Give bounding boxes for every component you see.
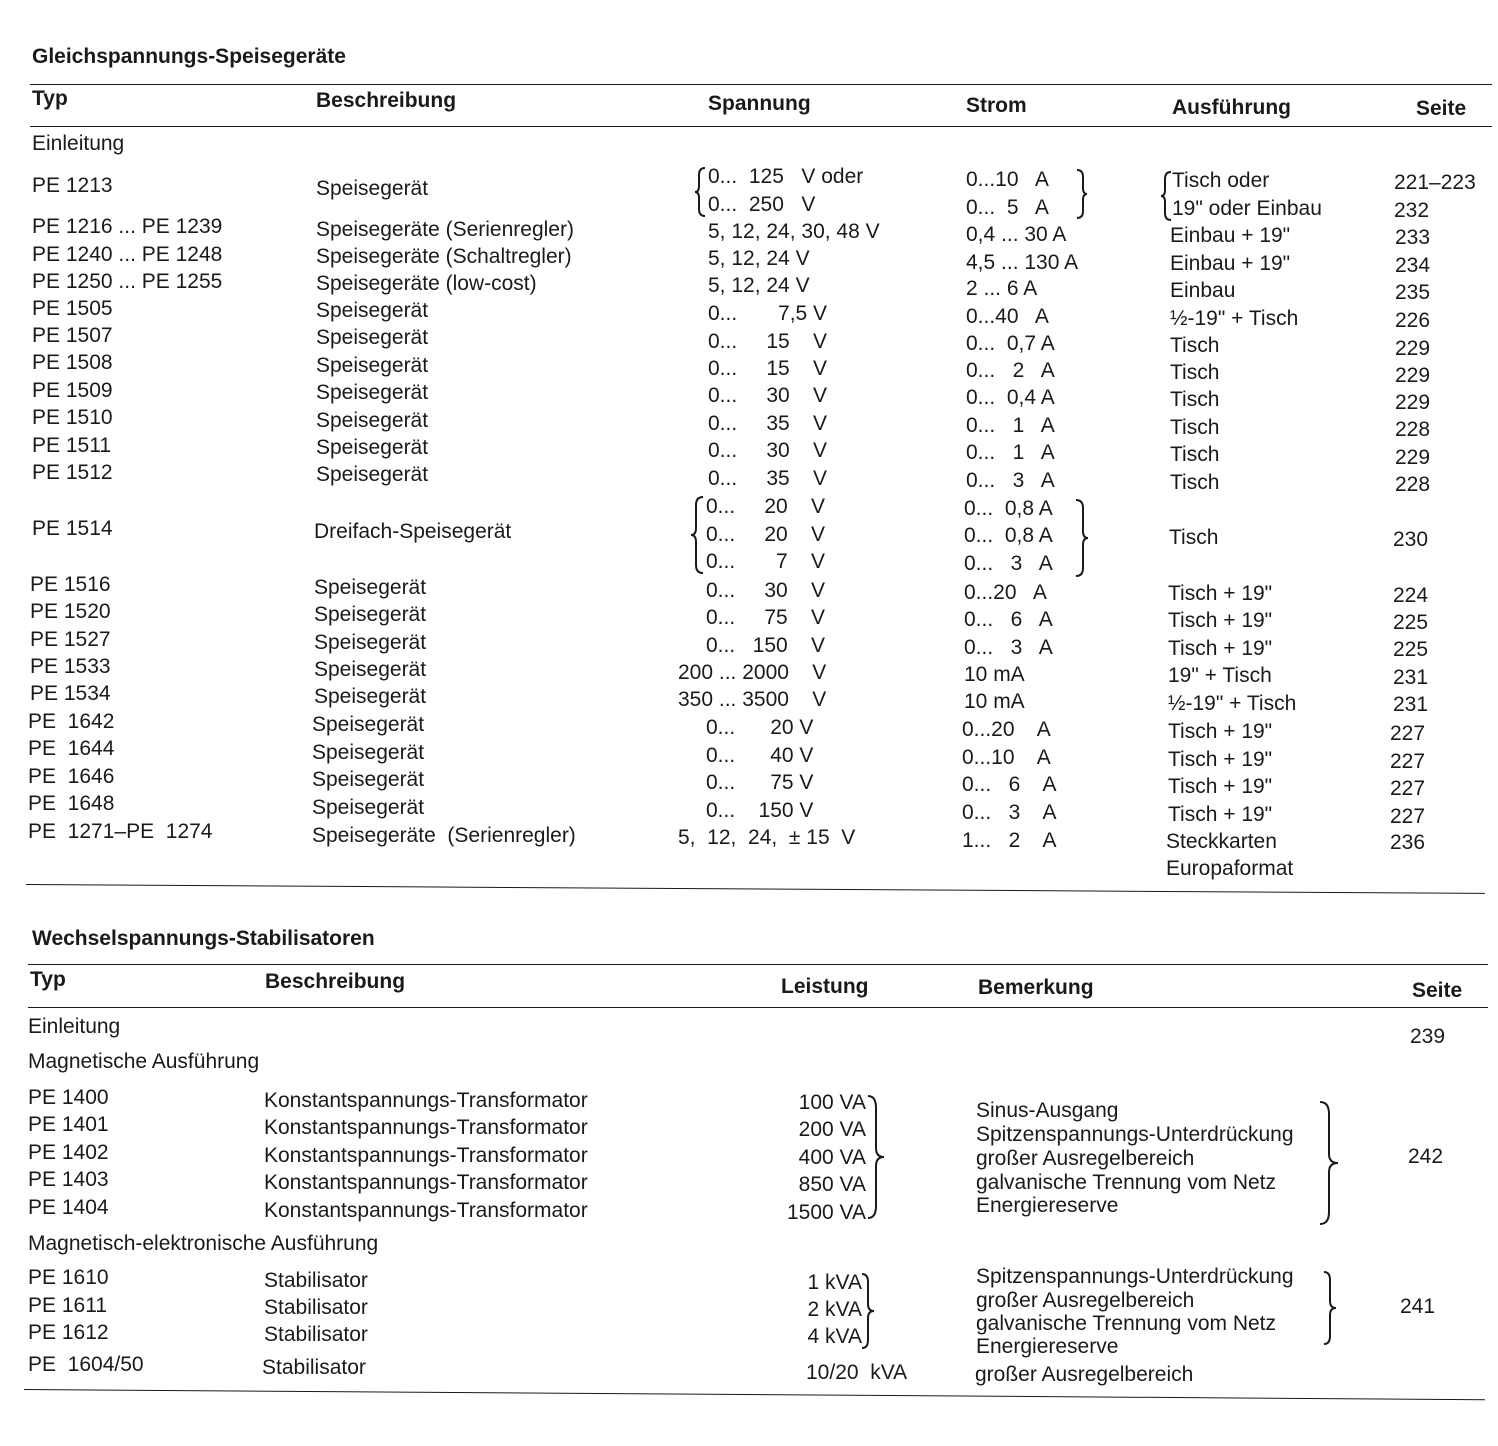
table-cell-ausfuehrung: Tisch [1170,334,1220,357]
brace-left-icon [693,166,707,218]
header-bemerkung: Bemerkung [978,976,1094,999]
table-cell-beschreibung: Speisegeräte (low-cost) [316,272,537,295]
table-cell-beschreibung: Konstantspannungs-Transformator [264,1199,588,1222]
group1-bemerkung-3: großer Ausregelbereich [976,1147,1195,1170]
header-typ: Typ [30,968,66,991]
table-cell-strom: 0... 3 A [962,801,1057,824]
brace-left-icon [1159,170,1173,222]
table-cell-typ: PE 1404 [28,1196,109,1219]
table-cell-spannung: 0... 15 V [708,357,828,380]
table-cell-ausfuehrung: Tisch [1170,361,1220,384]
table-cell-beschreibung: Konstantspannungs-Transformator [264,1171,588,1194]
header-spannung: Spannung [708,92,811,115]
table-cell-leistung: 4 kVA [807,1325,862,1348]
group1-label: Magnetische Ausführung [28,1050,260,1073]
table-cell-ausfuehrung: Einbau + 19" [1170,224,1291,247]
table-cell-typ: PE 1401 [28,1113,109,1136]
table-cell-seite: 231 [1393,666,1429,689]
table-cell-beschreibung: Speisegerät [312,741,425,764]
table-cell-typ: PE 1400 [28,1086,109,1109]
pe1514-spannung-1: 0... 20 V [706,495,826,518]
last-typ: PE 1604/50 [28,1353,144,1376]
pe1213-typ: PE 1213 [32,174,113,197]
table-cell-spannung: 0... 75 V [706,771,814,794]
section2-bottom-rule [24,1389,1485,1400]
header-beschreibung: Beschreibung [265,970,406,993]
section1-intro: Einleitung [32,132,125,155]
group1-bemerkung-2: Spitzenspannungs-Unterdrückung [976,1123,1294,1146]
pe1514-seite: 230 [1393,528,1429,551]
table-cell-typ: PE 1403 [28,1168,109,1191]
table-cell-seite: 227 [1390,805,1426,828]
table-cell-seite: 231 [1393,693,1429,716]
header-typ: Typ [32,87,68,110]
pe1514-strom-1: 0... 0,8 A [964,497,1053,520]
table-cell-beschreibung: Konstantspannungs-Transformator [264,1144,588,1167]
table-cell-spannung: 0... 150 V [706,634,826,657]
table-cell-spannung: 0... 30 V [706,579,826,602]
table-cell-leistung: 200 VA [798,1118,866,1141]
header-strom: Strom [966,94,1027,117]
table-cell-typ: PE 1510 [32,406,113,429]
pe1514-spannung-3: 0... 7 V [706,550,826,573]
table-cell-strom: 0... 6 A [962,773,1057,796]
table-cell-typ: PE 1402 [28,1141,109,1164]
pe1514-beschreibung: Dreifach-Speisegerät [314,520,512,543]
table-cell-spannung: 350 ... 3500 V [678,688,827,711]
pe1213-strom-2: 0... 5 A [966,196,1049,219]
table-cell-typ: PE 1507 [32,324,113,347]
table-cell-ausfuehrung: Tisch [1170,443,1220,466]
table-cell-typ: PE 1216 ... PE 1239 [32,215,223,238]
table-cell-strom: 0... 3 A [966,469,1055,492]
table-cell-typ: PE 1527 [30,628,111,651]
table-cell-spannung: 0... 30 V [708,439,828,462]
table-cell-typ: PE 1250 ... PE 1255 [32,270,223,293]
header-seite: Seite [1416,97,1467,120]
table-cell-spannung: 5, 12, 24 V [708,247,810,270]
brace-right-icon [1318,1100,1342,1226]
table-cell-typ: PE 1240 ... PE 1248 [32,243,223,266]
pe1271-ausfuehrung-1: Steckkarten [1166,830,1277,853]
group2-bemerkung-2: großer Ausregelbereich [976,1289,1195,1312]
table-cell-typ: PE 1610 [28,1266,109,1289]
pe1271-strom: 1... 2 A [962,829,1057,852]
table-cell-ausfuehrung: Tisch [1170,388,1220,411]
table-cell-typ: PE 1511 [32,434,112,457]
pe1271-ausfuehrung-2: Europaformat [1166,857,1294,880]
table-cell-beschreibung: Speisegerät [316,354,429,377]
table-cell-strom: 0,4 ... 30 A [966,223,1067,246]
table-cell-beschreibung: Konstantspannungs-Transformator [264,1089,588,1112]
table-cell-strom: 2 ... 6 A [966,277,1038,300]
section1-title: Gleichspannungs-Speisegeräte [32,45,346,68]
group1-bemerkung-5: Energiereserve [976,1194,1119,1217]
table-cell-beschreibung: Speisegerät [316,409,429,432]
table-cell-strom: 0... 0,4 A [966,386,1055,409]
table-cell-spannung: 0... 150 V [706,799,814,822]
table-cell-spannung: 0... 35 V [708,412,828,435]
table-cell-beschreibung: Stabilisator [264,1269,368,1292]
table-cell-beschreibung: Speisegerät [316,436,429,459]
pe1271-typ: PE 1271–PE 1274 [28,820,213,843]
table-cell-beschreibung: Speisegerät [314,658,427,681]
table-cell-beschreibung: Speisegerät [316,299,429,322]
table-cell-beschreibung: Speisegerät [314,603,427,626]
group2-bemerkung-3: galvanische Trennung vom Netz [976,1312,1276,1335]
table-cell-seite: 233 [1395,226,1431,249]
table-cell-seite: 227 [1390,722,1426,745]
table-cell-typ: PE 1508 [32,351,113,374]
brace-left-icon [689,495,705,575]
table-cell-seite: 225 [1393,638,1429,661]
pe1213-spannung-2: 0... 250 V [708,193,816,216]
pe1213-beschreibung: Speisegerät [316,177,429,200]
table-cell-leistung: 400 VA [798,1146,866,1169]
table-cell-seite: 229 [1395,391,1431,414]
table-cell-leistung: 1 kVA [807,1271,862,1294]
table-cell-spannung: 0... 35 V [708,467,828,490]
table-cell-spannung: 5, 12, 24 V [708,274,810,297]
table-cell-ausfuehrung: ½-19" + Tisch [1168,692,1297,715]
section1-header-rule [30,126,1492,127]
table-cell-leistung: 850 VA [798,1173,866,1196]
group2-bemerkung-4: Energiereserve [976,1335,1119,1358]
table-cell-strom: 10 mA [964,663,1025,686]
pe1514-strom-2: 0... 0,8 A [964,524,1053,547]
table-cell-strom: 0... 1 A [966,441,1055,464]
table-cell-strom: 0... 6 A [964,608,1053,631]
table-cell-beschreibung: Speisegerät [314,576,427,599]
table-cell-ausfuehrung: Tisch + 19" [1168,720,1273,743]
group2-seite: 241 [1400,1295,1436,1318]
pe1271-spannung: 5, 12, 24, ± 15 V [678,826,856,849]
table-cell-spannung: 0... 75 V [706,606,826,629]
group2-label: Magnetisch-elektronische Ausführung [28,1232,379,1255]
table-cell-typ: PE 1642 [28,710,115,733]
table-cell-beschreibung: Speisegerät [312,796,425,819]
table-cell-beschreibung: Stabilisator [264,1323,368,1346]
table-cell-beschreibung: Speisegerät [316,326,429,349]
table-cell-ausfuehrung: Tisch + 19" [1168,748,1273,771]
pe1514-spannung-2: 0... 20 V [706,523,826,546]
pe1514-strom-3: 0... 3 A [964,552,1053,575]
table-cell-beschreibung: Speisegeräte (Serienregler) [316,218,574,241]
table-cell-ausfuehrung: Tisch + 19" [1168,775,1273,798]
pe1514-ausfuehrung: Tisch [1169,526,1219,549]
section2-intro-seite: 239 [1410,1025,1446,1048]
table-cell-seite: 224 [1393,584,1429,607]
header-ausfuehrung: Ausführung [1172,96,1291,119]
table-cell-seite: 226 [1395,309,1431,332]
table-cell-strom: 0... 1 A [966,414,1055,437]
table-cell-leistung: 2 kVA [807,1298,862,1321]
last-beschreibung: Stabilisator [262,1356,366,1379]
pe1213-spannung-1: 0... 125 V oder [708,165,864,188]
table-cell-strom: 0...20 A [962,718,1051,741]
brace-right-icon [1075,168,1089,220]
table-cell-leistung: 1500 VA [786,1201,866,1224]
last-leistung: 10/20 kVA [806,1361,908,1384]
table-cell-typ: PE 1644 [28,737,115,760]
table-cell-typ: PE 1509 [32,379,113,402]
table-cell-typ: PE 1505 [32,297,113,320]
table-cell-spannung: 0... 7,5 V [708,302,828,325]
table-cell-seite: 225 [1393,611,1429,634]
table-cell-spannung: 0... 30 V [708,384,828,407]
table-cell-strom: 0...20 A [964,581,1047,604]
table-cell-beschreibung: Speisegerät [314,631,427,654]
table-cell-beschreibung: Speisegeräte (Schaltregler) [316,245,572,268]
section2-title: Wechselspannungs-Stabilisatoren [32,927,375,950]
table-cell-ausfuehrung: Tisch [1170,416,1220,439]
table-cell-spannung: 0... 40 V [706,744,814,767]
table-cell-spannung: 0... 20 V [706,716,814,739]
table-cell-typ: PE 1512 [32,461,113,484]
header-seite: Seite [1412,979,1463,1002]
pe1213-seite-2: 232 [1394,199,1430,222]
table-cell-seite: 229 [1395,446,1431,469]
table-cell-seite: 234 [1395,254,1431,277]
table-cell-ausfuehrung: ½-19" + Tisch [1170,307,1299,330]
table-cell-strom: 0... 0,7 A [966,332,1055,355]
table-cell-strom: 10 mA [964,690,1025,713]
section1-top-rule [30,84,1492,85]
table-cell-ausfuehrung: Tisch [1170,471,1220,494]
table-cell-beschreibung: Stabilisator [264,1296,368,1319]
table-cell-typ: PE 1533 [30,655,111,678]
table-cell-beschreibung: Speisegerät [316,463,429,486]
brace-right-icon [1074,498,1090,578]
table-cell-ausfuehrung: Tisch + 19" [1168,609,1273,632]
section2-intro: Einleitung [28,1015,121,1038]
brace-right-icon [1322,1270,1340,1346]
pe1514-typ: PE 1514 [32,517,113,540]
header-beschreibung: Beschreibung [316,89,457,112]
table-cell-typ: PE 1646 [28,765,115,788]
table-cell-seite: 228 [1395,473,1431,496]
table-cell-ausfuehrung: 19" + Tisch [1168,664,1272,687]
section2-top-rule [28,964,1488,965]
table-cell-strom: 0...40 A [966,305,1049,328]
table-cell-strom: 4,5 ... 130 A [966,251,1079,274]
pe1271-seite: 236 [1390,831,1426,854]
table-cell-typ: PE 1648 [28,792,115,815]
table-cell-strom: 0...10 A [962,746,1051,769]
table-cell-spannung: 200 ... 2000 V [678,661,827,684]
pe1213-seite-1: 221–223 [1394,171,1476,194]
group1-bemerkung-1: Sinus-Ausgang [976,1099,1119,1122]
table-cell-beschreibung: Speisegerät [316,381,429,404]
table-cell-typ: PE 1520 [30,600,111,623]
table-cell-beschreibung: Speisegerät [312,768,425,791]
table-cell-beschreibung: Speisegerät [314,685,427,708]
table-cell-ausfuehrung: Tisch + 19" [1168,803,1273,826]
table-cell-leistung: 100 VA [798,1091,866,1114]
table-cell-strom: 0... 3 A [964,636,1053,659]
table-cell-seite: 235 [1395,281,1431,304]
table-cell-ausfuehrung: Tisch + 19" [1168,637,1273,660]
section2-header-rule [28,1007,1488,1008]
group1-bemerkung-4: galvanische Trennung vom Netz [976,1171,1276,1194]
table-cell-typ: PE 1516 [30,573,111,596]
table-cell-ausfuehrung: Tisch + 19" [1168,582,1273,605]
group1-seite: 242 [1408,1145,1444,1168]
table-cell-spannung: 0... 15 V [708,330,828,353]
table-cell-typ: PE 1534 [30,682,111,705]
pe1213-strom-1: 0...10 A [966,168,1049,191]
table-cell-typ: PE 1612 [28,1321,109,1344]
table-cell-seite: 229 [1395,364,1431,387]
table-cell-seite: 228 [1395,418,1431,441]
table-cell-ausfuehrung: Einbau [1170,279,1236,302]
table-cell-seite: 227 [1390,777,1426,800]
pe1271-beschreibung: Speisegeräte (Serienregler) [312,824,576,847]
brace-right-icon [866,1094,888,1220]
table-cell-seite: 227 [1390,750,1426,773]
pe1213-ausfuehrung-2: 19" oder Einbau [1172,197,1322,220]
pe1213-ausfuehrung-1: Tisch oder [1172,169,1270,192]
table-cell-seite: 229 [1395,337,1431,360]
last-bemerkung: großer Ausregelbereich [975,1363,1194,1386]
table-cell-beschreibung: Konstantspannungs-Transformator [264,1116,588,1139]
header-leistung: Leistung [781,975,869,998]
group2-bemerkung-1: Spitzenspannungs-Unterdrückung [976,1265,1294,1288]
table-cell-ausfuehrung: Einbau + 19" [1170,252,1291,275]
section1-bottom-rule [26,884,1485,894]
table-cell-strom: 0... 2 A [966,359,1055,382]
brace-right-icon [860,1272,878,1350]
table-cell-typ: PE 1611 [28,1294,108,1317]
table-cell-beschreibung: Speisegerät [312,713,425,736]
table-cell-spannung: 5, 12, 24, 30, 48 V [708,220,880,243]
